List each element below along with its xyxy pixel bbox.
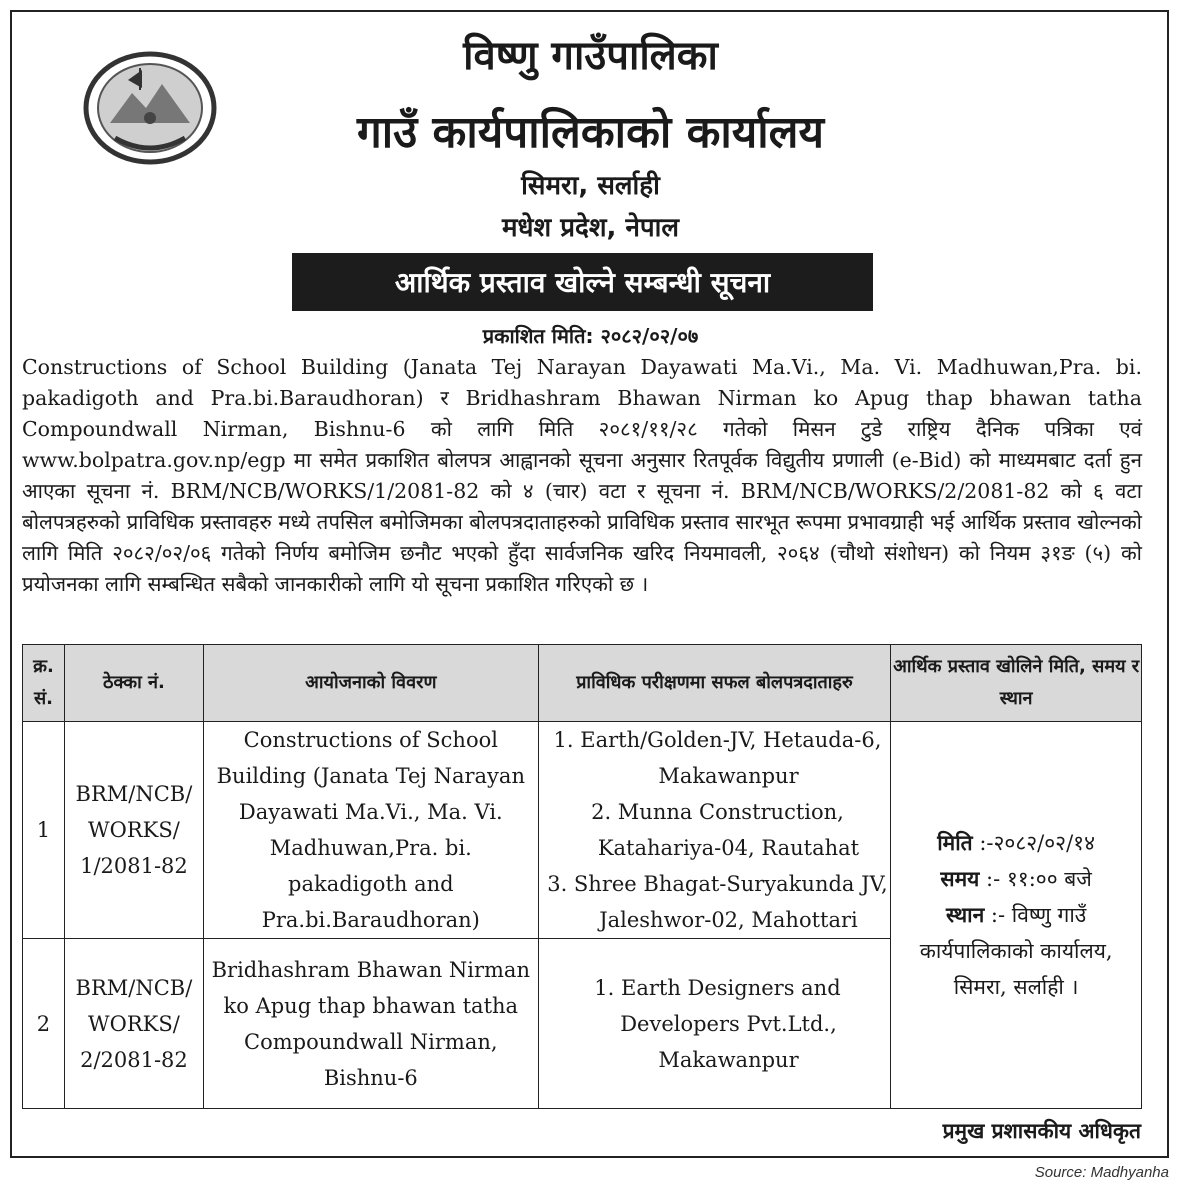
- notice-body: Constructions of School Building (Janata Tej Narayan Dayawati Ma.Vi., Ma. Vi. Madhuwan,Pra. bi. pakadigoth and Pra.bi.Baraudhoran) र Bridhashram Bhawan Nirman ko Apug thap bhawan tatha Compoundwall Nirman, Bishnu-6 को लागि मिति २०८१/११/२८ गतेको मिसन टुडे राष्ट्रिय दैनिक पत्रिका एवं www.bolpatra.gov.np/egp मा समेत प्रकाशित बोलपत्र आह्वानको सूचना अनुसार रितपूर्वक विद्युतीय प्रणाली (e-Bid) को माध्यमबाट दर्ता हुन आएका सूचना नं. BRM/NCB/WORKS/1/2081-82 को ४ (चार) वटा र सूचना नं. BRM/NCB/WORKS/2/2081-82 को ६ वटा बोलपत्रहरुको प्राविधिक प्रस्तावहरु मध्ये तपसिल बमोजिमका बोलपत्रदाताहरुको प्राविधिक प्रस्ताव सारभूत रूपमा प्रभावग्राही भई आर्थिक प्रस्ताव खोल्नको लागि मिति २०८२/०२/०६ गतेको निर्णय बमोजिम छनौट भएको हुँदा सार्वजनिक खरिद नियमावली, २०६४ (चौथो संशोधन) को नियम ३१ङ (५) को प्रयोजनका लागि सम्बन्धित सबैको जानकारीको लागि यो सूचना प्रकाशित गरिएको छ ।: [22, 355, 1142, 596]
- row-description: Bridhashram Bhawan Nirman ko Apug thap bhawan tatha Compoundwall Nirman, Bishnu-6: [203, 939, 538, 1109]
- opening-time-label: समय: [940, 867, 980, 891]
- published-date: प्रकाशित मिति: २०८२/०२/०७: [482, 324, 699, 348]
- header-bidders: प्राविधिक परीक्षणमा सफल बोलपत्रदाताहरु: [538, 645, 891, 722]
- list-item: 1. Earth Designers and Developers Pvt.Ltd., Makawanpur: [594, 975, 841, 1072]
- list-item: 1. Earth/Golden-JV, Hetauda-6, Makawanpur: [553, 728, 882, 788]
- table-header-row: [23, 645, 1142, 722]
- header-opening: आर्थिक प्रस्ताव खोलिने मिति, समय र स्थान: [891, 645, 1142, 722]
- office-name: गाउँ कार्यपालिकाको कार्यालय: [356, 107, 825, 158]
- bidders-table: [22, 644, 1142, 1109]
- row-description: Constructions of School Building (Janata Tej Narayan Dayawati Ma.Vi., Ma. Vi. Madhuwan,Pra. bi. pakadigoth and Pra.bi.Baraudhoran): [203, 722, 538, 939]
- municipality-name: विष्णु गाउँपालिका: [463, 33, 718, 79]
- province-country: मधेश प्रदेश, नेपाल: [501, 213, 680, 243]
- row-sn: 2: [23, 939, 65, 1109]
- source-credit: Source: Madhyanha: [1034, 1164, 1169, 1181]
- row-contract-no: BRM/NCB/ WORKS/ 1/2081-82: [64, 722, 203, 939]
- opening-place-value: :- विष्णु गाउँ कार्यपालिकाको कार्यालय, सिमरा, सर्लाही ।: [919, 903, 1113, 999]
- opening-place-label: स्थान: [945, 903, 985, 927]
- table-row: [23, 722, 1142, 939]
- list-item: 3. Shree Bhagat-Suryakunda JV, Jaleshwor-02, Mahottari: [547, 872, 888, 932]
- row-sn: 1: [23, 722, 65, 939]
- row-bidders: [538, 939, 891, 1109]
- notice-title: आर्थिक प्रस्ताव खोल्ने सम्बन्धी सूचना: [292, 253, 873, 311]
- office-location: सिमरा, सर्लाही: [521, 171, 660, 201]
- opening-time-value: :- ११:०० बजे: [986, 867, 1092, 891]
- opening-date-label: मिति: [937, 831, 973, 855]
- opening-details: [891, 722, 1142, 1109]
- row-contract-no: BRM/NCB/ WORKS/ 2/2081-82: [64, 939, 203, 1109]
- header-sn: क्र. सं.: [23, 645, 65, 722]
- header-contract-no: ठेक्का नं.: [64, 645, 203, 722]
- opening-date-value: :-२०८२/०२/१४: [979, 831, 1096, 855]
- signatory-title: प्रमुख प्रशासकीय अधिकृत: [942, 1119, 1141, 1143]
- header-description: आयोजनाको विवरण: [203, 645, 538, 722]
- list-item: 2. Munna Construction, Katahariya-04, Rautahat: [591, 800, 860, 860]
- row-bidders: [538, 722, 891, 939]
